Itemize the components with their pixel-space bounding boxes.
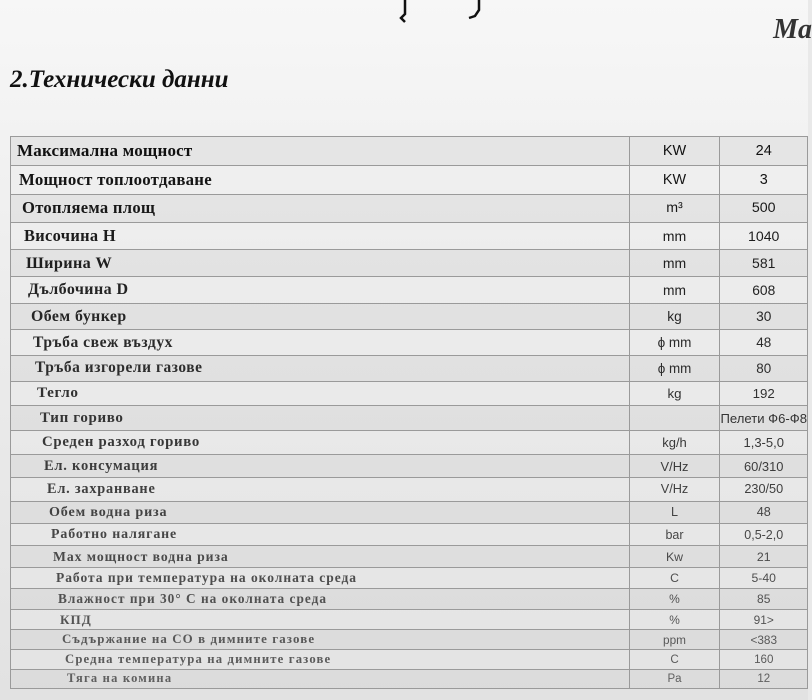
table-row xyxy=(11,524,808,546)
table-row xyxy=(11,650,808,670)
parameter-value: 30 xyxy=(720,304,808,330)
parameter-unit: ppm xyxy=(629,630,720,650)
parameter-unit: ϕ mm xyxy=(629,356,720,381)
parameter-unit: kg xyxy=(629,304,720,330)
parameter-unit: m³ xyxy=(629,194,720,222)
parameter-value: 91> xyxy=(720,610,808,630)
table-row xyxy=(11,568,808,589)
parameter-value: 12 xyxy=(720,669,808,688)
corner-logo: Ma xyxy=(773,14,812,45)
parameter-name: Отопляема площ xyxy=(11,194,630,222)
parameter-value: 1,3-5,0 xyxy=(720,430,808,454)
parameter-unit: bar xyxy=(629,524,720,546)
table-row xyxy=(11,546,808,568)
parameter-value: 3 xyxy=(720,166,808,195)
parameter-unit: mm xyxy=(629,222,720,250)
parameter-name: Максимална мощност xyxy=(11,137,630,166)
parameter-unit: Kw xyxy=(629,546,720,568)
parameter-name: Тръба свеж въздух xyxy=(11,330,630,356)
parameter-unit: ϕ mm xyxy=(629,330,720,356)
parameter-unit: % xyxy=(629,610,720,630)
parameter-unit: V/Hz xyxy=(629,478,720,501)
parameter-name: Среден разход гориво xyxy=(11,430,630,454)
parameter-value: <383 xyxy=(720,630,808,650)
table-row xyxy=(11,669,808,688)
parameter-unit: KW xyxy=(629,166,720,195)
parameter-value: 500 xyxy=(720,194,808,222)
parameter-name: Ширина W xyxy=(11,250,630,277)
parameter-value: 1040 xyxy=(720,222,808,250)
parameter-unit: kg xyxy=(629,381,720,406)
parameter-name: Обем бункер xyxy=(11,304,630,330)
table-row xyxy=(11,454,808,478)
parameter-value: 581 xyxy=(720,250,808,277)
parameter-name: Съдържание на CO в димните газове xyxy=(11,630,630,650)
parameter-name: Ел. захранване xyxy=(11,478,630,501)
parameter-value: 60/310 xyxy=(720,454,808,478)
table-row xyxy=(11,478,808,501)
parameter-unit: V/Hz xyxy=(629,454,720,478)
parameter-name: Средна температура на димните газове xyxy=(11,650,630,670)
table-row xyxy=(11,250,808,277)
parameter-value: 230/50 xyxy=(720,478,808,501)
table-row xyxy=(11,194,808,222)
table-row xyxy=(11,610,808,630)
parameter-name: КПД xyxy=(11,610,630,630)
table-row xyxy=(11,501,808,524)
parameter-name: Max мощност водна риза xyxy=(11,546,630,568)
table-row xyxy=(11,137,808,166)
parameter-name: Влажност при 30° C на околната среда xyxy=(11,589,630,610)
parameter-name: Тръба изгорели газове xyxy=(11,356,630,381)
parameter-value: 5-40 xyxy=(720,568,808,589)
table-row xyxy=(11,589,808,610)
parameter-unit: Pa xyxy=(629,669,720,688)
parameter-unit: C xyxy=(629,568,720,589)
table-row xyxy=(11,430,808,454)
parameter-unit: KW xyxy=(629,137,720,166)
parameter-value: 48 xyxy=(720,501,808,524)
parameter-value: 24 xyxy=(720,137,808,166)
parameter-name: Мощност топлоотдаване xyxy=(11,166,630,195)
parameter-name: Тегло xyxy=(11,381,630,406)
parameter-name: Дълбочина D xyxy=(11,277,630,304)
table-row xyxy=(11,277,808,304)
parameter-value: 192 xyxy=(720,381,808,406)
parameter-unit xyxy=(629,406,720,431)
parameter-unit: % xyxy=(629,589,720,610)
parameter-name: Тип гориво xyxy=(11,406,630,431)
technical-data-table xyxy=(10,136,808,689)
section-title: 2.Технически данни xyxy=(10,66,229,93)
parameter-value: Пелети Ф6-Ф8 xyxy=(720,406,808,431)
parameter-name: Работно налягане xyxy=(11,524,630,546)
parameter-value: 48 xyxy=(720,330,808,356)
parameter-name: Работа при температура на околната среда xyxy=(11,568,630,589)
parameter-value: 0,5-2,0 xyxy=(720,524,808,546)
parameter-value: 608 xyxy=(720,277,808,304)
parameter-value: 85 xyxy=(720,589,808,610)
parameter-unit: mm xyxy=(629,277,720,304)
parameter-name: Височина H xyxy=(11,222,630,250)
table-row xyxy=(11,166,808,195)
table-row xyxy=(11,630,808,650)
table-row xyxy=(11,304,808,330)
table-row xyxy=(11,356,808,381)
table-row xyxy=(11,330,808,356)
parameter-name: Ел. консумация xyxy=(11,454,630,478)
table-row xyxy=(11,222,808,250)
bracket-decoration-icon xyxy=(395,0,495,32)
table-row xyxy=(11,406,808,431)
parameter-unit: C xyxy=(629,650,720,670)
table-row xyxy=(11,381,808,406)
parameter-unit: kg/h xyxy=(629,430,720,454)
parameter-unit: L xyxy=(629,501,720,524)
parameter-value: 160 xyxy=(720,650,808,670)
parameter-name: Тяга на комина xyxy=(11,669,630,688)
parameter-unit: mm xyxy=(629,250,720,277)
parameter-value: 21 xyxy=(720,546,808,568)
parameter-name: Обем водна риза xyxy=(11,501,630,524)
parameter-value: 80 xyxy=(720,356,808,381)
